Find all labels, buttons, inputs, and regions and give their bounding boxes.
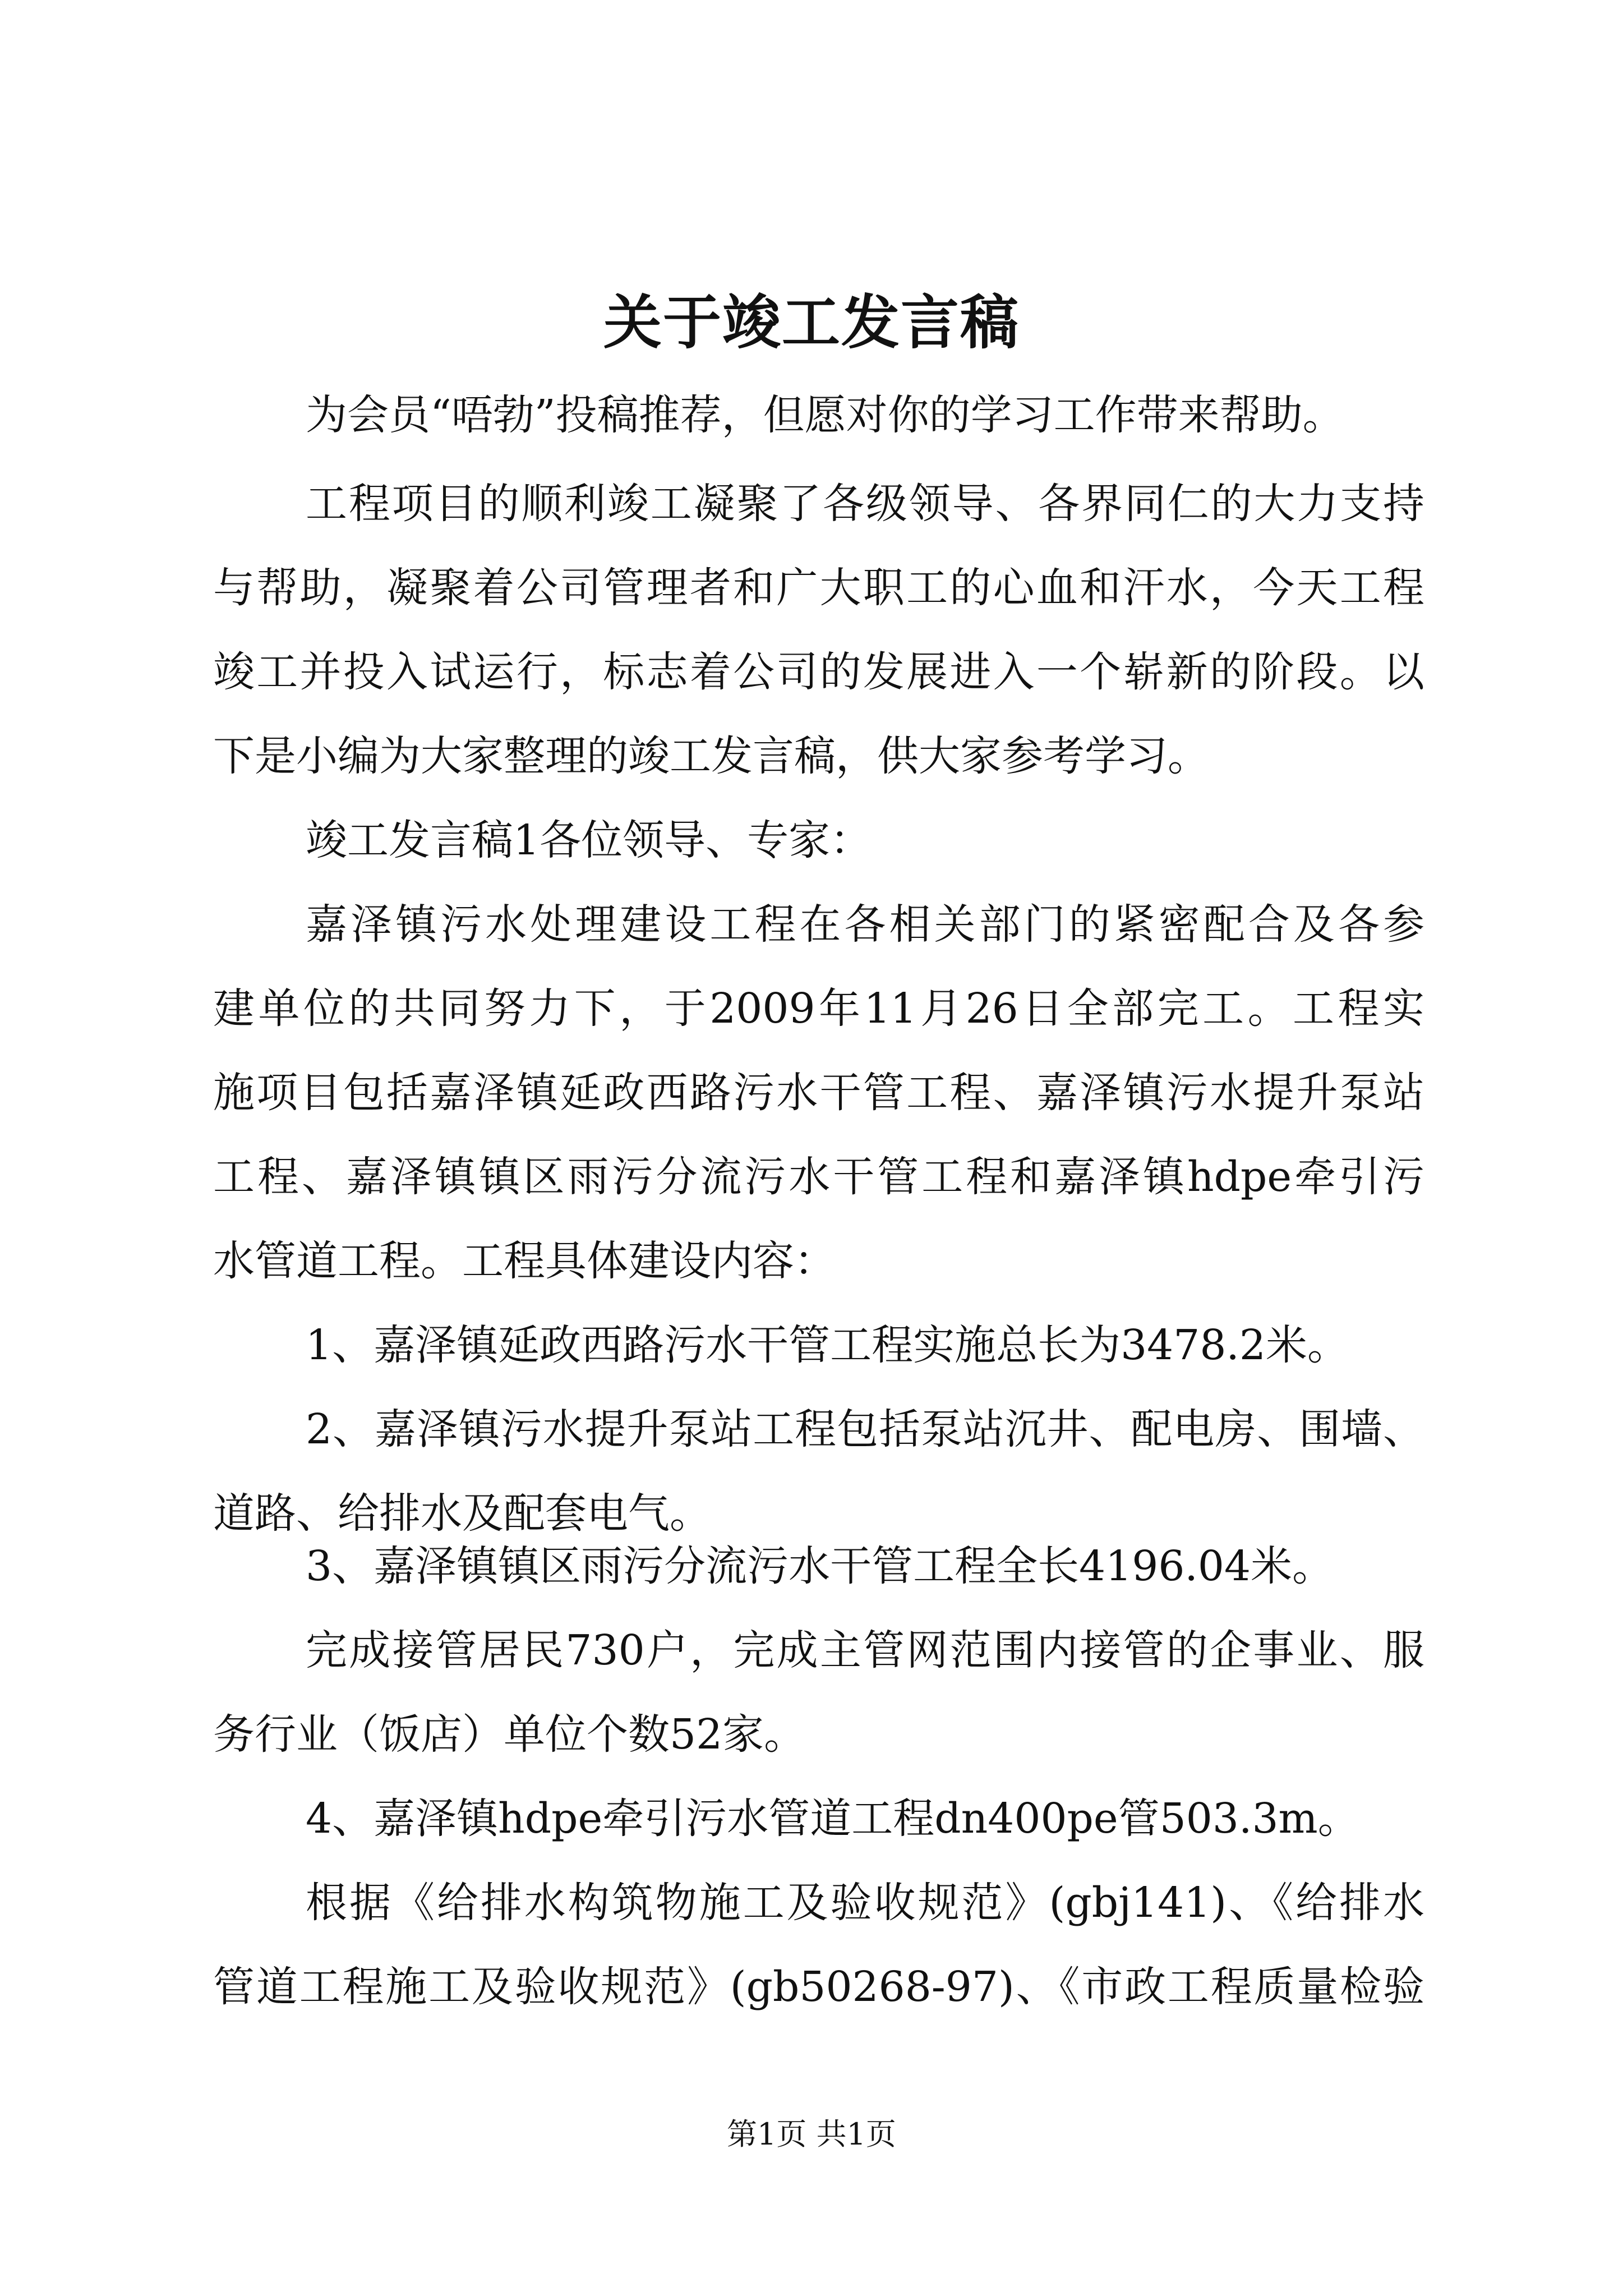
paragraph-line: 根据《给排水构筑物施工及验收规范》(gbj141)、《给排水 bbox=[306, 1879, 1424, 1927]
page-footer: 第1页 共1页 bbox=[727, 2116, 896, 2152]
paragraph-line: 道路、给排水及配套电气。 bbox=[213, 1489, 711, 1538]
paragraph-line: 嘉泽镇污水处理建设工程在各相关部门的紧密配合及各参 bbox=[306, 900, 1424, 949]
paragraph-line: 竣工发言稿1各位领导、专家： bbox=[306, 816, 872, 864]
paragraph-line: 3、嘉泽镇镇区雨污分流污水干管工程全长4196.04米。 bbox=[306, 1542, 1334, 1590]
paragraph-line: 4、嘉泽镇hdpe牵引污水管道工程dn400pe管503.3m。 bbox=[306, 1795, 1359, 1843]
paragraph-line: 与帮助，凝聚着公司管理者和广大职工的心血和汗水，今天工程 bbox=[213, 564, 1424, 612]
paragraph-line: 施项目包括嘉泽镇延政西路污水干管工程、嘉泽镇污水提升泵站 bbox=[213, 1069, 1424, 1117]
paragraph-line: 1、嘉泽镇延政西路污水干管工程实施总长为3478.2米。 bbox=[306, 1321, 1349, 1369]
document-title: 关于竣工发言稿 bbox=[603, 288, 1020, 357]
paragraph-line: 为会员“唔勃”投稿推荐，但愿对你的学习工作带来帮助。 bbox=[306, 391, 1344, 439]
paragraph-line: 工程、嘉泽镇镇区雨污分流污水干管工程和嘉泽镇hdpe牵引污 bbox=[213, 1153, 1424, 1201]
paragraph-line: 工程项目的顺利竣工凝聚了各级领导、各界同仁的大力支持 bbox=[306, 480, 1424, 528]
paragraph-line: 建单位的共同努力下，于2009年11月26日全部完工。工程实 bbox=[213, 984, 1424, 1033]
paragraph-line: 管道工程施工及验收规范》(gb50268-97)、《市政工程质量检验 bbox=[213, 1963, 1424, 2011]
paragraph-line: 下是小编为大家整理的竣工发言稿，供大家参考学习。 bbox=[213, 732, 1209, 780]
paragraph-line: 水管道工程。工程具体建设内容： bbox=[213, 1237, 836, 1285]
paragraph-line: 竣工并投入试运行，标志着公司的发展进入一个崭新的阶段。以 bbox=[213, 648, 1424, 696]
paragraph-line: 完成接管居民730户，完成主管网范围内接管的企事业、服 bbox=[306, 1626, 1424, 1674]
paragraph-line: 务行业（饭店）单位个数52家。 bbox=[213, 1710, 806, 1759]
paragraph-line: 2、嘉泽镇污水提升泵站工程包括泵站沉井、配电房、围墙、 bbox=[306, 1405, 1424, 1453]
